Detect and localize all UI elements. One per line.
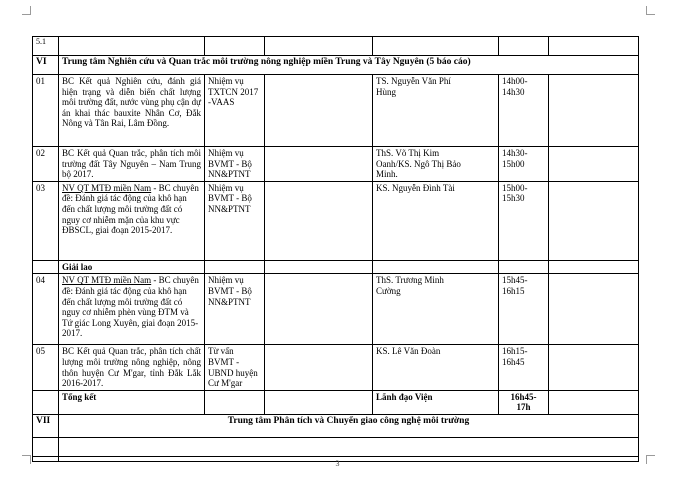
crop-mark-top-right [646,6,655,15]
top-row [33,37,639,56]
time-cell: 16h15- 16h45 [499,345,549,390]
time-cell: 14h00- 14h30 [499,75,549,147]
report-title: NV QT MTĐ miền Nam - BC chuyên đề: Đánh giá tác động của khô hạn đến chất lượng môi trường đất có nguy cơ nhiễm phèn vùng ĐTM và Tứ giác Long Xuyên, giai đoạn 2015-2017. [59,274,205,345]
section-title: Trung tâm Nghiên cứu và Quan trắc môi trường nông nghiệp miền Trung và Tây Nguyên (5 báo cáo) [59,56,639,75]
time-cell: 15h00- 15h30 [499,181,549,260]
row-stt: 03 [33,181,59,260]
table-row [33,75,639,147]
presenter-cell: TS. Nguyễn Văn Phí Hùng [373,75,499,147]
break-label: Giải lao [59,260,205,274]
time-cell: 15h45- 16h15 [499,274,549,345]
top-cell: 5.1 [33,37,59,56]
report-title: BC Kết quả Nghiên cứu, đánh giá hiện trạng và diễn biến chất lượng môi trường đất, nước vùng phụ cận dự án khai thác bauxite Nhân Cơ, Đắk Nông và Tân Rai, Lâm Đồng. [59,75,205,147]
source-cell: Nhiệm vụ BVMT - Bộ NN&PTNT [205,181,265,260]
source-cell: Nhiệm vụ TXTCN 2017 -VAAS [205,75,265,147]
row-stt: 05 [33,345,59,390]
section-number: VII [33,415,59,438]
table-row [33,345,639,390]
section-vi-row [33,56,639,75]
table-row [33,274,639,345]
report-title: NV QT MTĐ miền Nam - BC chuyên đề: Đánh giá tác động của khô hạn đến chất lượng môi trường đất có nguy cơ nhiễm mặn của khu vực ĐBSCL, giai đoạn 2015-2017. [59,181,205,260]
section-title: Trung tâm Phân tích và Chuyển giao công nghệ môi trường [59,415,639,438]
schedule-table [32,36,639,462]
table-row [33,181,639,260]
summary-presenter: Lãnh đạo Viện [373,390,499,414]
presenter-cell: ThS. Võ Thị Kim Oanh/KS. Ngô Thị Bảo Minh. [373,147,499,182]
report-title: BC Kết quả Quan trắc, phân tích chất lượng môi trường nông nghiệp, nông thôn huyện Cư M'gar, tỉnh Đắk Lắk 2016-2017. [59,345,205,390]
summary-label: Tổng kết [59,390,205,414]
empty-row [33,438,639,457]
time-cell: 14h30- 15h00 [499,147,549,182]
report-title: BC Kết quả Quan trắc, phân tích môi trường đất Tây Nguyên – Nam Trung bộ 2017. [59,147,205,182]
source-cell: Nhiệm vụ BVMT - Bộ NN&PTNT [205,274,265,345]
presenter-cell: KS. Lê Văn Đoàn [373,345,499,390]
presenter-cell: ThS. Trương Minh Cường [373,274,499,345]
row-stt: 01 [33,75,59,147]
row-stt: 04 [33,274,59,345]
break-row [33,260,639,274]
summary-time: 16h45- 17h [499,390,549,414]
source-cell: Từ vấn BVMT - UBND huyện Cư M'gar [205,345,265,390]
table-row [33,147,639,182]
section-vii-row [33,415,639,438]
presenter-cell: KS. Nguyễn Đình Tài [373,181,499,260]
crop-mark-top-left [22,6,31,15]
source-cell: Nhiệm vụ BVMT - Bộ NN&PTNT [205,147,265,182]
section-number: VI [33,56,59,75]
row-stt: 02 [33,147,59,182]
summary-row [33,390,639,414]
page-number: 3 [335,459,340,468]
